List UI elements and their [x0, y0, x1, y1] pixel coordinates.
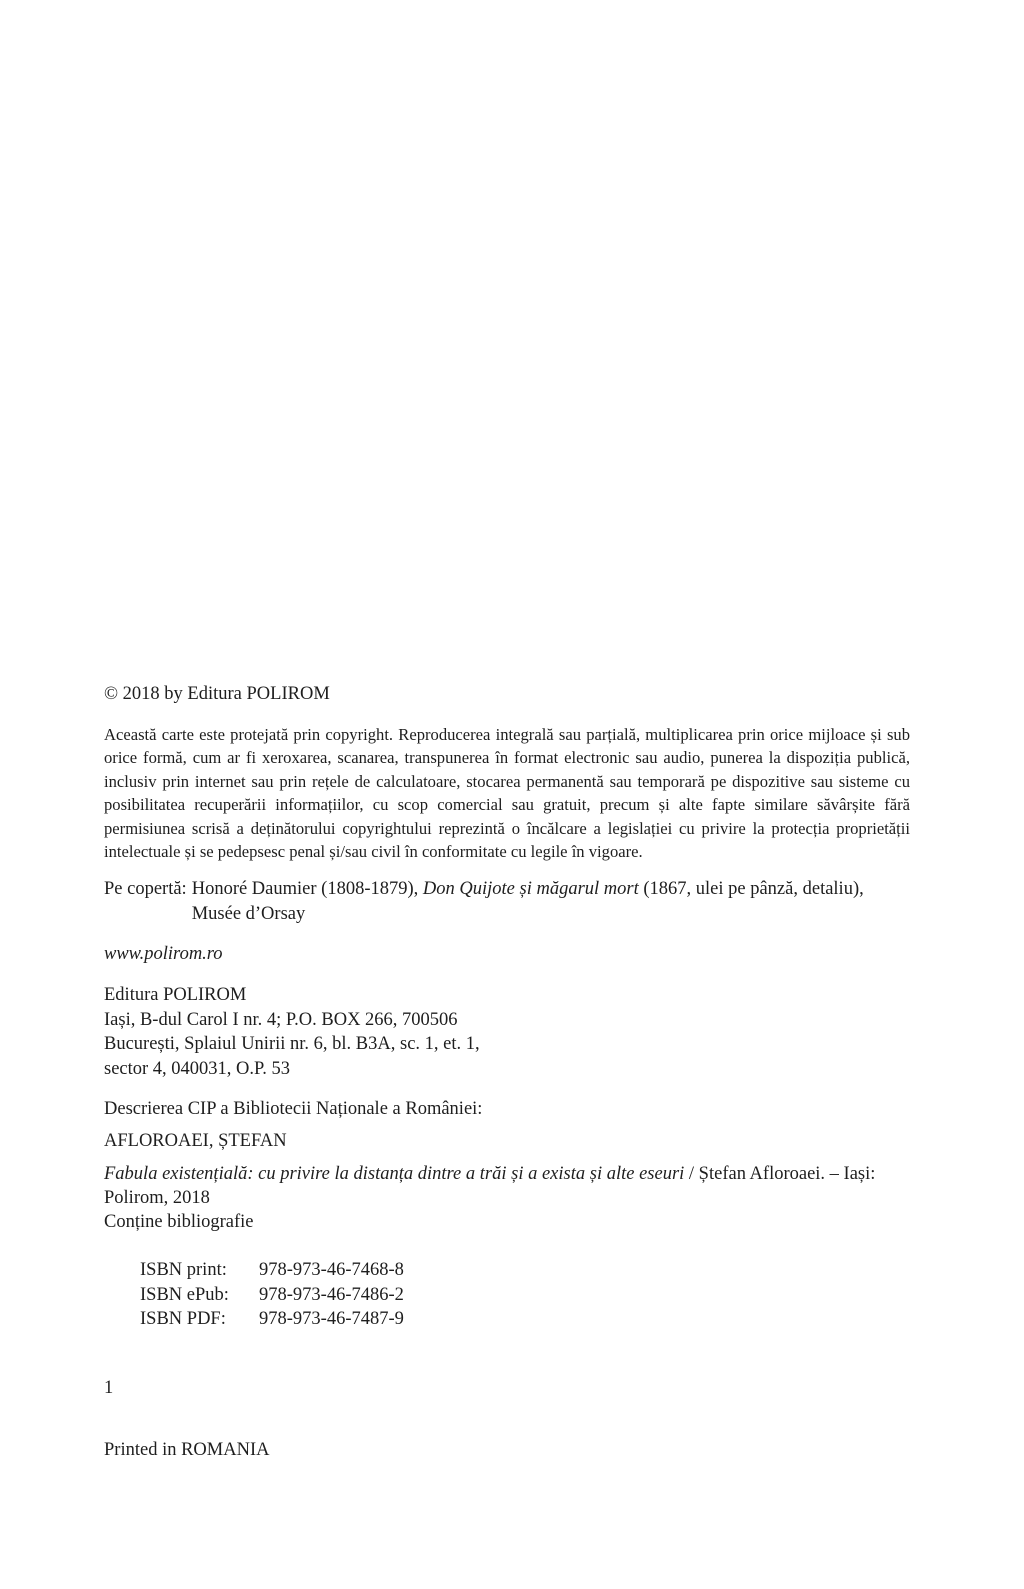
isbn-list	[140, 1258, 910, 1332]
printed-in: Printed in ROMANIA	[104, 1439, 270, 1460]
isbn-row	[140, 1258, 910, 1283]
copyright-notice: © 2018 by Editura POLIROM	[104, 684, 330, 704]
publisher-name: Editura POLIROM	[104, 985, 247, 1006]
cip-book-line	[104, 1162, 910, 1210]
cip-entry	[104, 1162, 910, 1234]
publisher-website-link[interactable]: www.polirom.ro	[104, 944, 223, 965]
publisher-address	[104, 983, 910, 1081]
isbn-value: 978-973-46-7486-2	[259, 1284, 404, 1305]
cover-description	[192, 877, 910, 927]
copyright-page	[104, 681, 910, 1462]
isbn-label: ISBN ePub:	[140, 1284, 229, 1305]
cover-details: (1867, ulei pe pânză, detaliu), Musée d’Orsay	[191, 879, 864, 925]
page-number: 1	[104, 1377, 114, 1398]
isbn-value: 978-973-46-7468-8	[259, 1260, 404, 1281]
cip-book-title: Fabula existențială: cu privire la distanța dintre a trăi și a exista și alte eseuri	[104, 1164, 685, 1185]
isbn-row	[140, 1307, 910, 1332]
cip-heading: Descrierea CIP a Bibliotecii Naționale a României:	[104, 1099, 483, 1120]
address-bucuresti-line1: București, Splaiul Unirii nr. 6, bl. B3A, sc. 1, et. 1,	[104, 1034, 480, 1055]
legal-notice: Această carte este protejată prin copyright. Reproducerea integrală sau parțială, multiplicarea prin orice mijloace și sub orice formă, cum ar fi xeroxarea, scanarea, transpunerea în format electronic sau audio, punerea la dispoziția publică, inclusiv prin internet sau prin rețele de calculatoare, stocarea permanentă sau temporară pe dispozitive sau sisteme cu posibilitatea recuperării informațiilor, cu scop comercial sau gratuit, precum și alte fapte similare săvârșite fără permisiunea scrisă a deținătorului copyrightului reprezintă o încălcare a legislației cu privire la protecția proprietății intelectuale și se pedepsesc penal și/sau civil în conformitate cu legile în vigoare.	[104, 725, 910, 862]
isbn-label: ISBN PDF:	[140, 1309, 226, 1330]
cover-artwork-title: Don Quijote și măgarul mort	[422, 879, 639, 900]
cip-author: AFLOROAEI, ȘTEFAN	[104, 1131, 287, 1152]
isbn-label: ISBN print:	[140, 1260, 227, 1281]
cip-note: Conține bibliografie	[104, 1212, 254, 1233]
cover-artist: Honoré Daumier (1808-1879),	[191, 879, 419, 900]
cover-credit	[104, 877, 910, 927]
isbn-value: 978-973-46-7487-9	[259, 1309, 404, 1330]
address-bucuresti-line2: sector 4, 040031, O.P. 53	[104, 1058, 291, 1079]
address-iasi: Iași, B-dul Carol I nr. 4; P.O. BOX 266, 700506	[104, 1009, 458, 1030]
cover-label: Pe copertă:	[104, 879, 187, 900]
isbn-row	[140, 1283, 910, 1308]
cip-responsibility: / Ștefan Afloroaei. – Iași: Polirom, 2018	[104, 1164, 876, 1209]
